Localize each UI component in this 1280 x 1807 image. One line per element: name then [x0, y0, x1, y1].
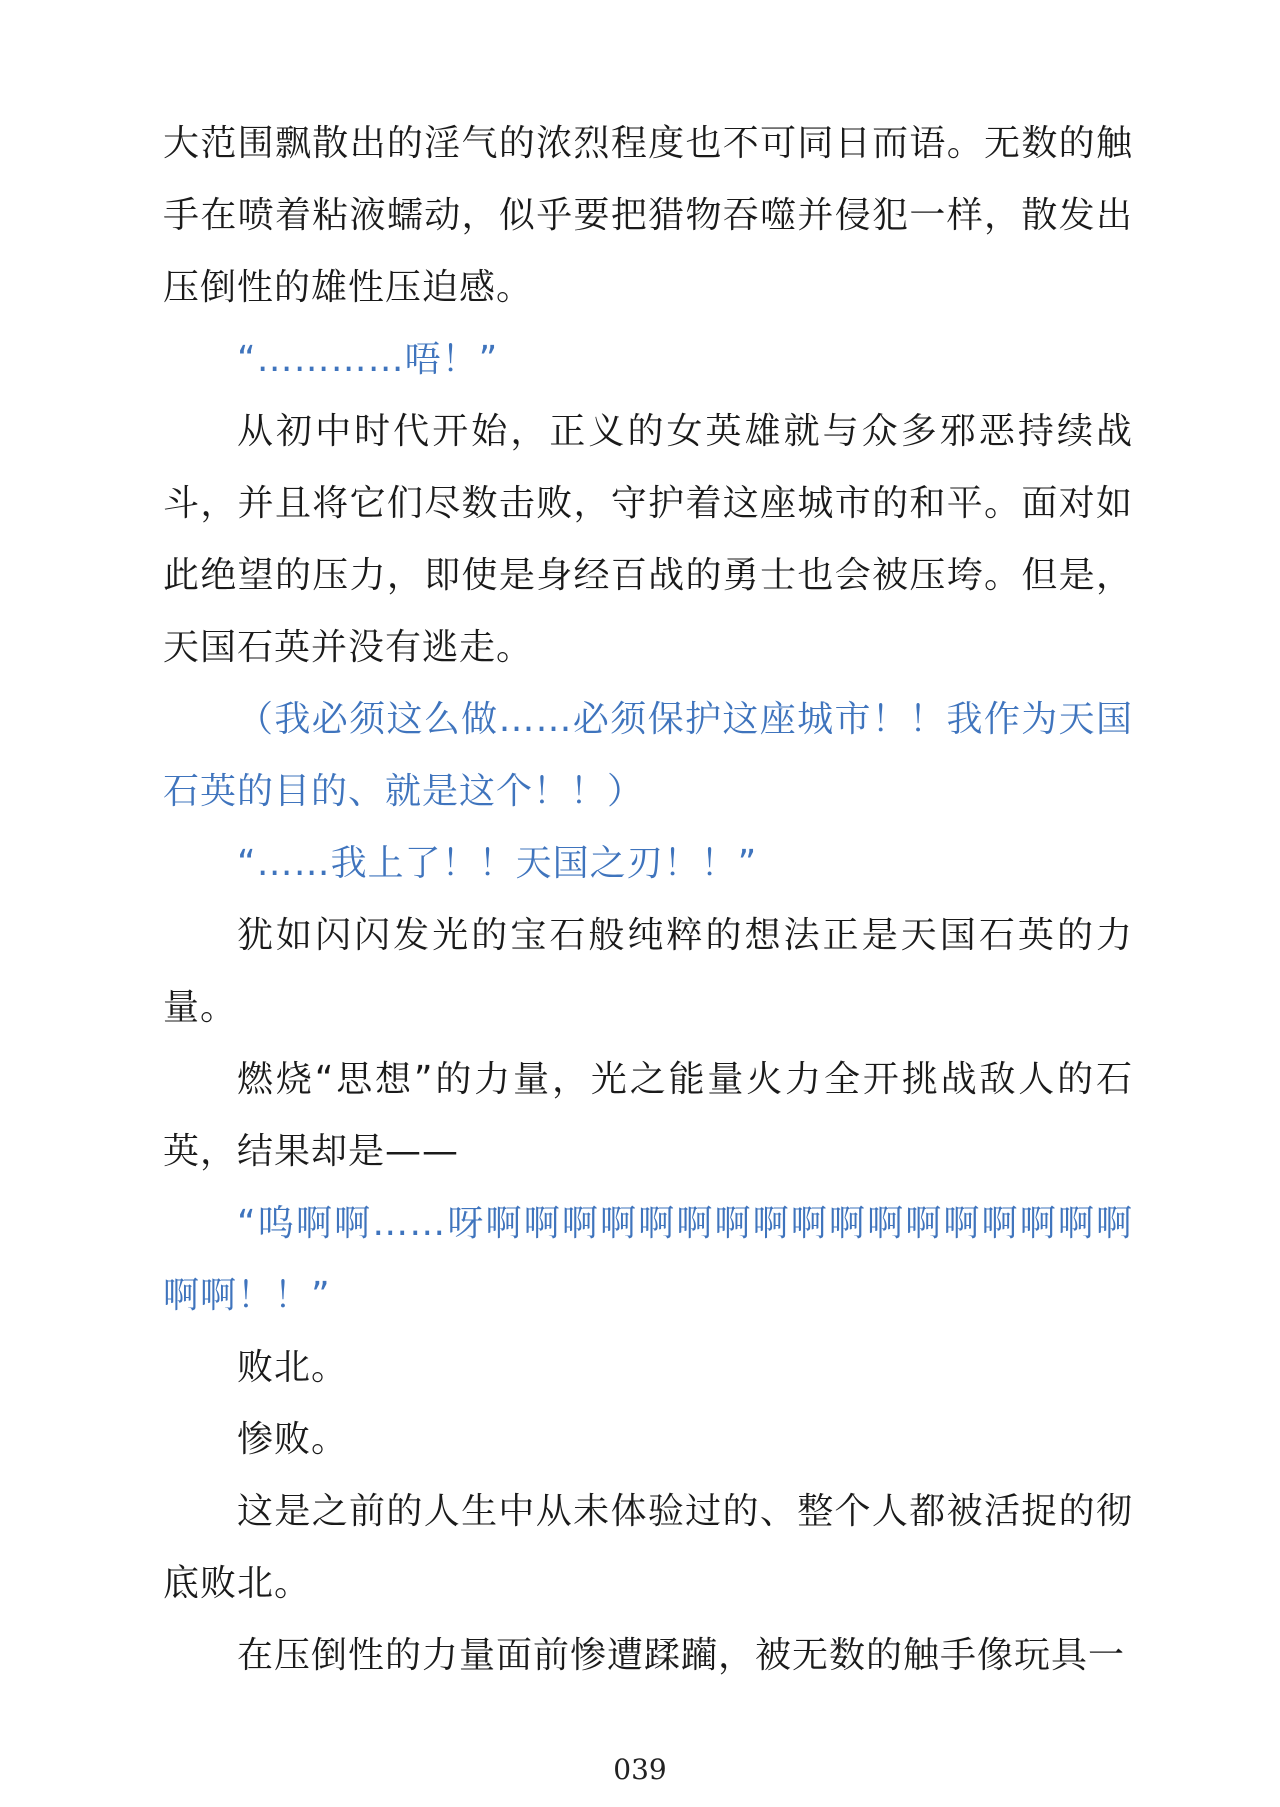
paragraph-narration: 大范围飘散出的淫气的浓烈程度也不可同日而语。无数的触手在喷着粘液蠕动，似乎要把猎物吞噬并侵犯一样，散发出压倒性的雄性压迫感。	[163, 123, 1133, 308]
page-number: 039	[613, 1753, 667, 1786]
paragraph-narration: 惨败。	[237, 1419, 349, 1460]
paragraph-narration: 犹如闪闪发光的宝石般纯粹的想法正是天国石英的力量。	[163, 915, 1133, 1028]
paragraph-narration: 这是之前的人生中从未体验过的、整个人都被活捉的彻底败北。	[163, 1491, 1133, 1604]
paragraph-dialogue: “呜啊啊……呀啊啊啊啊啊啊啊啊啊啊啊啊啊啊啊啊啊啊啊！！”	[163, 1203, 1133, 1316]
paragraph-narration: 在压倒性的力量面前惨遭蹂躏，被无数的触手像玩具一	[237, 1635, 1126, 1676]
paragraph-dialogue: “…………唔！”	[237, 339, 499, 380]
paragraph-narration: 燃烧“思想”的力量，光之能量火力全开挑战敌人的石英，结果却是——	[163, 1059, 1133, 1172]
paragraph-inner-thought: （我必须这么做……必须保护这座城市！！我作为天国石英的目的、就是这个！！）	[163, 699, 1133, 812]
paragraph-narration: 从初中时代开始，正义的女英雄就与众多邪恶持续战斗，并且将它们尽数击败，守护着这座城市的和平。面对如此绝望的压力，即使是身经百战的勇士也会被压垮。但是，天国石英并没有逃走。	[163, 411, 1133, 668]
text-body	[163, 108, 1133, 1692]
paragraph-narration: 败北。	[237, 1347, 349, 1388]
paragraph-dialogue: “……我上了！！天国之刃！！”	[237, 843, 758, 884]
